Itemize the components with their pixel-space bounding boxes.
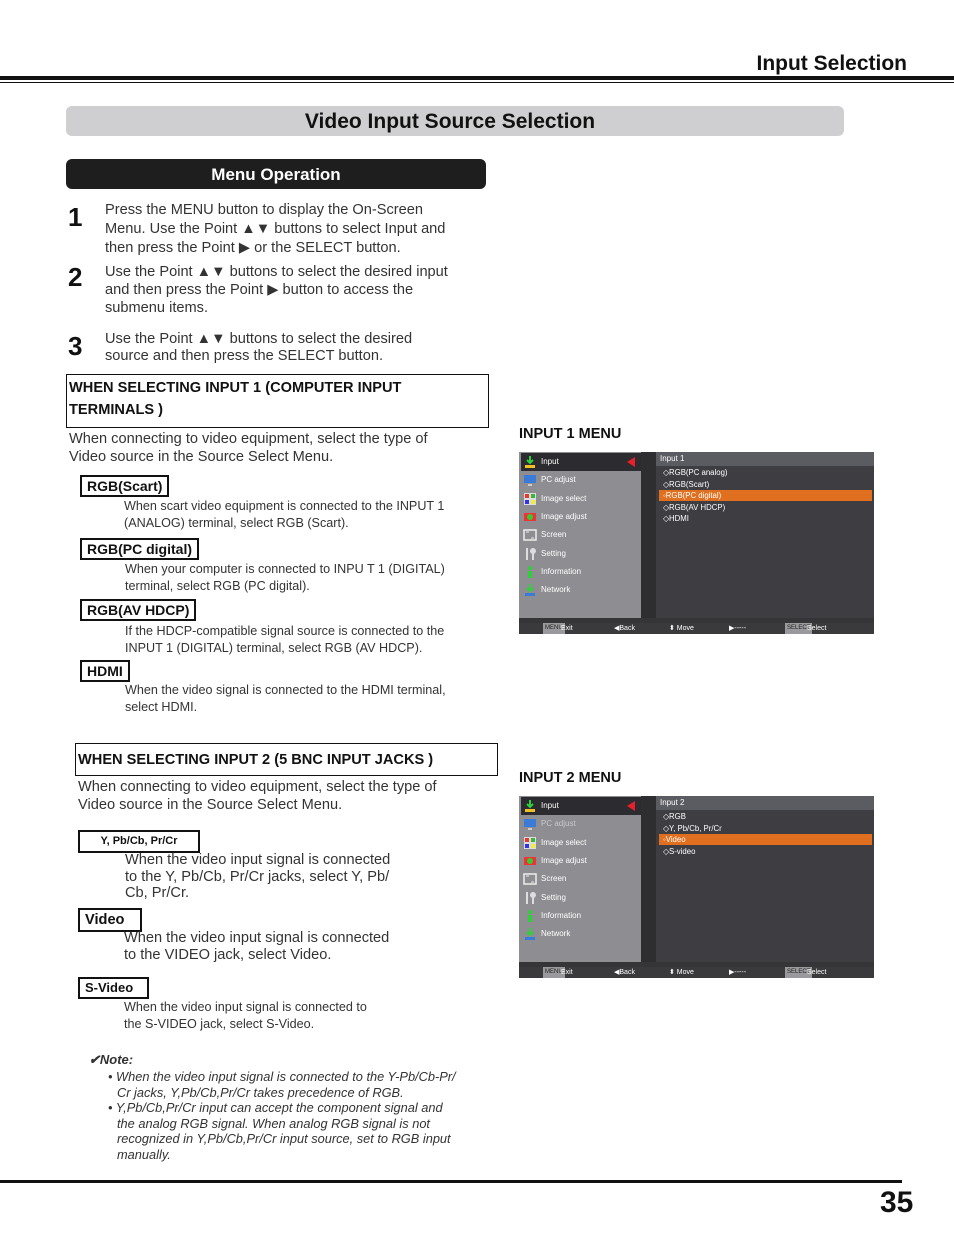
osd-status-menu-key: MENU bbox=[543, 967, 565, 978]
osd-status-bar bbox=[519, 967, 874, 978]
tag-s-video: S-Video bbox=[78, 977, 149, 999]
osd-status-dashes-label: ▶----- bbox=[729, 625, 747, 632]
osd-menu-item-network bbox=[521, 925, 641, 943]
osd-menu-label: Screen bbox=[541, 874, 567, 884]
osd-status-select-key: SELECT bbox=[785, 623, 812, 634]
note-bullet-1: • When the video input signal is connected to the Y-Pb/Cb-Pr/ Cr jacks, Y,Pb/Cb,Pr/Cr takes precedence of RGB. bbox=[108, 1069, 456, 1100]
input-icon bbox=[523, 799, 537, 813]
step-number: 1 bbox=[68, 202, 83, 232]
step-number: 2 bbox=[68, 262, 83, 292]
osd-menu-label: Screen bbox=[541, 530, 567, 540]
ypbcbprcr-desc: When the video input signal is connected to the Y, Pb/Cb, Pr/Cr jacks, select Y, Pb/ Cb, Pr/Cr. bbox=[125, 852, 391, 901]
osd-submenu-title: Input 2 bbox=[656, 796, 874, 810]
osd-source-option: ◇RGB(AV HDCP) bbox=[663, 502, 726, 512]
osd-source-option: ◦Video bbox=[659, 834, 872, 845]
information-icon bbox=[523, 565, 537, 579]
red-pointer-icon bbox=[627, 457, 635, 467]
hdmi-desc: When the video signal is connected to the HDMI terminal, select HDMI. bbox=[125, 683, 446, 714]
rgb-scart-desc: When scart video equipment is connected to the INPUT 1 (ANALOG) terminal, select RGB (Scart). bbox=[124, 499, 445, 530]
input1-menu-caption: INPUT 1 MENU bbox=[519, 426, 622, 442]
osd-status-move-label: ⬍ Move bbox=[669, 969, 694, 976]
input2-intro: When connecting to video equipment, select the type of Video source in the Source Select Menu. bbox=[78, 779, 437, 813]
osd-menu-item-image-select bbox=[521, 834, 641, 852]
pc-adjust-icon bbox=[523, 473, 537, 487]
osd-menu-label: Input bbox=[541, 801, 559, 810]
osd-status-select-label: Select bbox=[807, 969, 827, 976]
top-rule-thin bbox=[0, 82, 954, 83]
note-bullet-2: • Y,Pb/Cb,Pr/Cr input can accept the component signal and the analog RGB signal. When analog RGB signal is not recognized in Y,Pb/Cb,Pr/Cr input source, set to RGB input manually. bbox=[108, 1100, 451, 1162]
s-video-desc: When the video input signal is connected to the S-VIDEO jack, select S-Video. bbox=[124, 1000, 367, 1031]
image-select-icon bbox=[523, 492, 537, 506]
image-select-icon bbox=[523, 836, 537, 850]
osd-menu-label: Image select bbox=[541, 493, 587, 503]
page-banner bbox=[66, 106, 844, 136]
tag-rgb-pc-digital: RGB(PC digital) bbox=[80, 538, 199, 560]
osd-menu-label: Information bbox=[541, 566, 582, 576]
osd-status-select-label: Select bbox=[807, 625, 827, 632]
osd-menu-label: Setting bbox=[541, 892, 566, 902]
osd-status-bar bbox=[519, 623, 874, 634]
tag-video: Video bbox=[78, 908, 142, 932]
osd-status-select-key: SELECT bbox=[785, 967, 812, 978]
osd-submenu bbox=[656, 452, 874, 618]
osd-menu-item-input bbox=[521, 797, 641, 815]
osd-source-option: ◇S-video bbox=[663, 846, 696, 856]
bottom-rule bbox=[0, 1180, 902, 1183]
network-icon bbox=[523, 927, 537, 941]
osd-menu-label: Image adjust bbox=[541, 511, 587, 521]
image-adjust-icon bbox=[523, 854, 537, 868]
tag-hdmi: HDMI bbox=[80, 660, 130, 682]
setting-icon bbox=[523, 547, 537, 561]
image-adjust-icon bbox=[523, 510, 537, 524]
tag-rgb-scart: RGB(Scart) bbox=[80, 475, 169, 497]
input1-heading: WHEN SELECTING INPUT 1 (COMPUTER INPUT TERMINALS ) bbox=[66, 374, 489, 428]
osd-menu-label: Information bbox=[541, 910, 582, 920]
osd-menu-item-network bbox=[521, 581, 641, 599]
osd-menu-item-pc-adjust bbox=[521, 471, 641, 489]
osd-menu-item-setting bbox=[521, 545, 641, 563]
banner-title: Video Input Source Selection bbox=[304, 110, 596, 133]
video-desc: When the video input signal is connected to the VIDEO jack, select Video. bbox=[124, 930, 390, 963]
osd-source-option: ◇HDMI bbox=[663, 514, 689, 524]
osd-menu-item-information bbox=[521, 563, 641, 581]
rgb-av-hdcp-desc: If the HDCP-compatible signal source is connected to the INPUT 1 (DIGITAL) terminal, select RGB (AV HDCP). bbox=[125, 624, 445, 655]
osd-menu-label: Network bbox=[541, 929, 571, 939]
osd-source-option: ◇RGB(PC analog) bbox=[663, 468, 728, 477]
screen-icon bbox=[523, 528, 537, 542]
osd-menu-label: Image select bbox=[541, 837, 587, 847]
step-1-text: Press the MENU button to display the On-Screen Menu. Use the Point ▲▼ buttons to select Input and then press the Point ▶ or the SELECT button. bbox=[105, 202, 446, 256]
input2-heading: WHEN SELECTING INPUT 2 (5 BNC INPUT JACKS ) bbox=[75, 743, 498, 776]
tag-rgb-av-hdcp: RGB(AV HDCP) bbox=[80, 599, 196, 621]
osd-source-option: ◇RGB(Scart) bbox=[663, 479, 710, 489]
osd-menu-item-screen bbox=[521, 870, 641, 888]
osd-source-option: ◦RGB(PC digital) bbox=[659, 490, 872, 501]
note-label: ✔Note: bbox=[89, 1052, 134, 1067]
osd-menu-label: PC adjust bbox=[541, 819, 576, 829]
osd-status-dashes-label: ▶----- bbox=[729, 969, 747, 976]
osd-status-back-label: ◀Back bbox=[614, 969, 635, 976]
osd-main-menu bbox=[519, 796, 641, 962]
network-icon bbox=[523, 583, 537, 597]
setting-icon bbox=[523, 891, 537, 905]
osd-status-back-label: ◀Back bbox=[614, 625, 635, 632]
osd-main-menu bbox=[519, 452, 641, 618]
osd-menu-item-image-adjust bbox=[521, 852, 641, 870]
step-number: 3 bbox=[68, 331, 83, 361]
osd-source-option: ◇Y, Pb/Cb, Pr/Cr bbox=[663, 823, 722, 833]
input1-osd-screenshot bbox=[519, 452, 874, 634]
tag-ypbcbprcr: Y, Pb/Cb, Pr/Cr bbox=[78, 830, 200, 853]
osd-menu-label: Input bbox=[541, 457, 559, 466]
osd-status-exit-label: Exit bbox=[561, 969, 573, 976]
osd-menu-item-image-adjust bbox=[521, 508, 641, 526]
osd-status-move-label: ⬍ Move bbox=[669, 625, 694, 632]
osd-menu-label: Setting bbox=[541, 548, 566, 558]
osd-status-exit-label: Exit bbox=[561, 625, 573, 632]
input2-menu-caption: INPUT 2 MENU bbox=[519, 770, 622, 786]
osd-source-option: ◇RGB bbox=[663, 812, 686, 821]
step-3-text: Use the Point ▲▼ buttons to select the desired source and then press the SELECT button. bbox=[105, 331, 413, 364]
osd-menu-item-pc-adjust bbox=[521, 815, 641, 833]
osd-menu-item-input bbox=[521, 453, 641, 471]
rgb-pc-digital-desc: When your computer is connected to INPU T 1 (DIGITAL) terminal, select RGB (PC digital). bbox=[125, 562, 445, 593]
information-icon bbox=[523, 909, 537, 923]
input2-osd-screenshot bbox=[519, 796, 874, 978]
osd-status-menu-key: MENU bbox=[543, 623, 565, 634]
osd-submenu-title: Input 1 bbox=[656, 452, 874, 466]
osd-menu-label: PC adjust bbox=[541, 475, 576, 485]
page-number: 35 bbox=[880, 1186, 914, 1219]
pc-adjust-icon bbox=[523, 817, 537, 831]
section-title: Input Selection bbox=[756, 52, 907, 75]
menu-operation-header: Menu Operation bbox=[66, 159, 486, 189]
red-pointer-icon bbox=[627, 801, 635, 811]
osd-menu-item-screen bbox=[521, 526, 641, 544]
osd-submenu bbox=[656, 796, 874, 962]
osd-menu-item-setting bbox=[521, 889, 641, 907]
input-icon bbox=[523, 455, 537, 469]
input1-intro: When connecting to video equipment, select the type of Video source in the Source Select Menu. bbox=[69, 431, 428, 465]
screen-icon bbox=[523, 872, 537, 886]
top-rule bbox=[0, 76, 954, 80]
osd-menu-label: Image adjust bbox=[541, 855, 587, 865]
osd-menu-label: Network bbox=[541, 585, 571, 595]
step-2-text: Use the Point ▲▼ buttons to select the desired input and then press the Point ▶ button to access the submenu items. bbox=[105, 264, 448, 316]
osd-menu-item-information bbox=[521, 907, 641, 925]
osd-menu-item-image-select bbox=[521, 490, 641, 508]
